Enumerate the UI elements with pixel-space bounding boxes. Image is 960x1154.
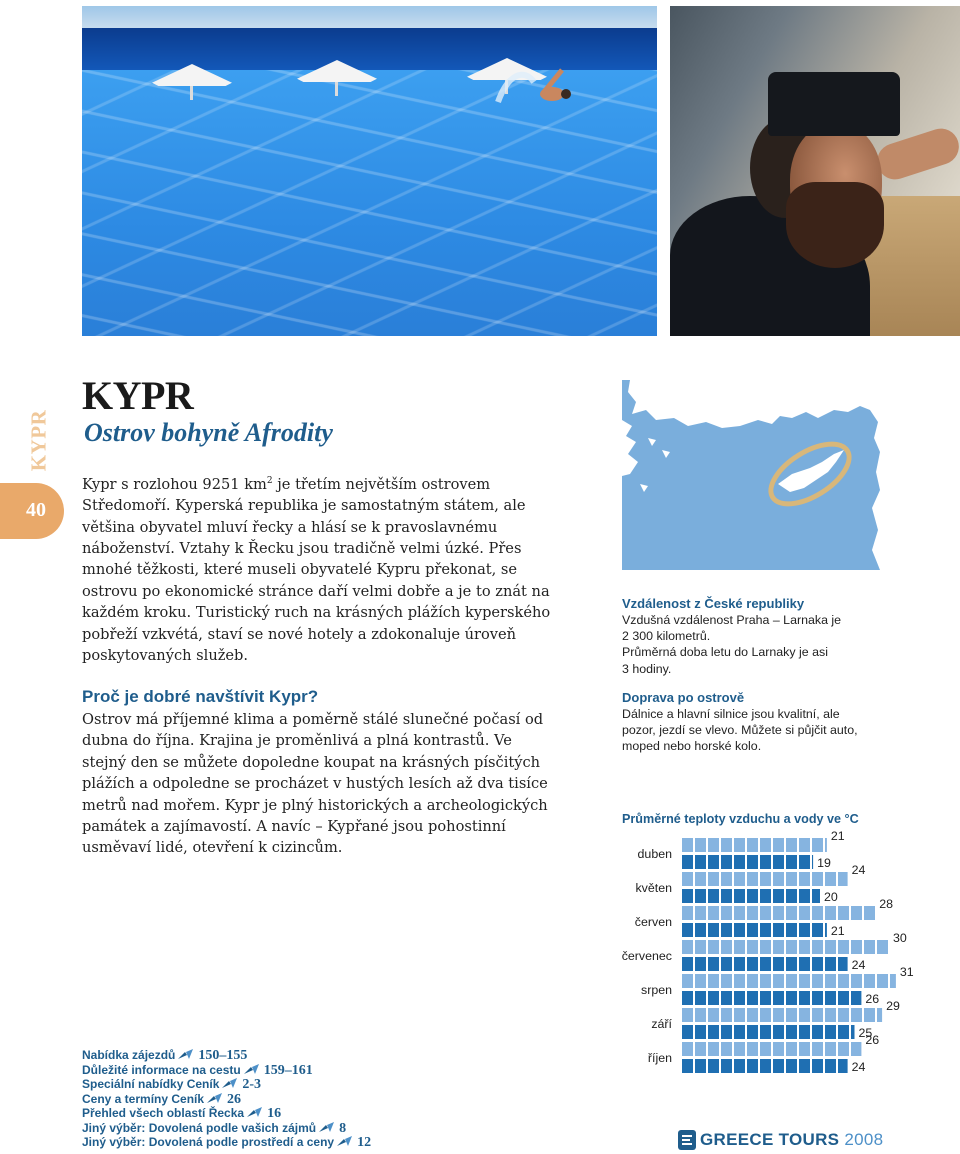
chart-category-label: srpen [641,983,672,997]
link-label: Speciální nabídky Ceník [82,1077,220,1091]
page-title: KYPR [82,373,194,418]
cross-reference-link[interactable] [82,1135,502,1150]
chart-category-label: červenec [621,949,672,963]
section-tab-text: KYPR [26,409,51,472]
chart-value-label: 20 [824,890,838,904]
intro-text-start: Kypr s rozlohou 9251 km [82,475,267,493]
distance-info [622,596,922,677]
chart-value-label: 31 [899,965,914,979]
why-visit-heading: Proč je dobré navštívit Kypr? [82,687,319,706]
chart-category-label: říjen [647,1051,672,1065]
chart-value-label: 24 [851,863,866,877]
transport-info [622,690,922,755]
water-temperature-bar [682,855,813,869]
book-arrow-icon [207,1093,223,1104]
page-subtitle: Ostrov bohyně Afrodity [84,418,333,447]
book-arrow-icon [247,1107,263,1118]
why-visit-paragraph: Ostrov má příjemné klima a poměrně stálé slunečné počasí od dubna do října. Krajina je proměnlivá a plná kontrastů. Ve stejný den se můžete dopoledne koupat na krásných písčitých plážích a odpoledne se procházet v hustých lesích až dva tisíce metrů nad mořem. Kypr je plný historických a archeologických památek a zajímavostí. A navíc – Kypřané jsou pohostinní usměvaví lidé, otevření k cizincům. [82,711,548,857]
chart-value-label: 30 [893,931,907,945]
intro-paragraph [82,471,552,667]
priest-photo [670,6,960,336]
pool-photo [82,6,657,336]
cross-reference-link[interactable] [82,1106,502,1121]
cross-reference-link[interactable] [82,1048,502,1063]
cross-reference-list [82,1048,502,1150]
intro-text-rest: je třetím největším ostrovem Středomoří. Kyperská republika je samostatným státem, ale většina obyvatel mluví řecky a hlásí se k pravoslavnému náboženství. Vztahy k Řecku jsou tradičně velmi úzké. Přes mnohé těžkosti, které museli obyvatelé Kypru překonat, se ostrovu po ekonomické stránce daří velmi dobře a je to znát na každém kroku. Turistický ruch na krásných plážích kyperského pobřeží vzkvétá, staví se nové hotely a zdokonaluje úroveň poskytovaných služeb. [82,475,551,665]
page-number-badge [0,483,64,539]
book-arrow-icon [244,1064,260,1075]
chart-value-label: 26 [865,1033,880,1047]
chart-value-label: 21 [830,924,845,938]
water-temperature-bar [682,1059,848,1073]
distance-heading: Vzdálenost z České republiky [622,596,805,611]
distance-line: Vzdušná vzdálenost Praha – Larnaka je [622,613,842,627]
distance-line: 2 300 kilometrů. [622,629,711,644]
transport-line: pozor, jezdí se vlevo. Můžete si půjčit auto, [622,723,858,738]
chart-value-label: 29 [886,999,900,1013]
air-temperature-bar [682,906,875,920]
link-page: 150–155 [198,1048,248,1063]
water-temperature-bar [682,923,827,937]
chart-value-label: 24 [851,958,866,972]
book-arrow-icon [337,1136,353,1147]
chart-value-label: 28 [879,897,893,911]
air-temperature-bar [682,1008,882,1022]
chart-plot [621,829,922,1082]
cross-reference-link[interactable] [82,1121,502,1136]
swimmer-figure [490,64,580,106]
link-page: 159–161 [263,1062,313,1078]
chart-value-label: 25 [858,1026,873,1040]
transport-heading: Doprava po ostrově [622,690,745,705]
link-page: 2-3 [242,1077,262,1092]
section-tab-label [28,410,50,472]
air-temperature-bar [682,974,896,988]
air-temperature-bar [682,838,827,852]
temperature-chart [622,812,922,1082]
water-temperature-bar [682,1025,855,1039]
chart-category-label: květen [635,881,672,895]
cross-reference-link[interactable] [82,1092,502,1107]
chart-value-label: 19 [817,856,831,870]
chart-category-label: září [651,1017,672,1031]
greece-tours-mark-icon [678,1130,696,1150]
cyprus-map [622,380,880,570]
air-temperature-bar [682,940,888,954]
link-label: Jiný výběr: Dovolená podle vašich zájmů [82,1120,317,1135]
link-page: 16 [267,1106,282,1121]
link-label: Ceny a termíny Ceník [82,1091,205,1106]
cross-reference-link[interactable] [82,1077,502,1092]
greece-tours-wordmark: GREECE TOURS 2008 [700,1130,884,1149]
cross-reference-link[interactable] [82,1063,502,1078]
page-number: 40 [26,499,46,521]
book-arrow-icon [178,1049,194,1060]
distance-line: 3 hodiny. [622,661,672,676]
chart-category-label: duben [637,847,672,861]
book-arrow-icon [319,1122,335,1133]
chart-value-label: 21 [830,829,845,843]
link-page: 12 [357,1135,372,1150]
distance-line: Průměrná doba letu do Larnaky je asi [622,645,828,660]
chart-value-label: 26 [865,992,880,1006]
book-arrow-icon [222,1078,238,1089]
air-temperature-bar [682,1042,861,1056]
water-temperature-bar [682,889,820,903]
link-label: Jiný výběr: Dovolená podle prostředí a ceny [82,1135,335,1149]
link-page: 8 [339,1120,347,1136]
chart-value-label: 24 [851,1060,866,1074]
chart-title: Průměrné teploty vzduchu a vody ve °C [622,812,859,826]
transport-line: Dálnice a hlavní silnice jsou kvalitní, ale [622,707,840,721]
water-temperature-bar [682,957,848,971]
water-temperature-bar [682,991,861,1005]
greece-tours-logo [678,1128,898,1154]
transport-line: moped nebo horské kolo. [622,739,762,754]
air-temperature-bar [682,872,848,886]
link-label: Důležité informace na cestu [82,1062,241,1077]
area-unit-superscript: 2 [266,476,273,486]
link-label: Přehled všech oblastí Řecka [82,1106,245,1120]
chart-category-label: červen [634,915,672,929]
link-label: Nabídka zájezdů [82,1048,176,1062]
link-page: 26 [227,1091,242,1107]
